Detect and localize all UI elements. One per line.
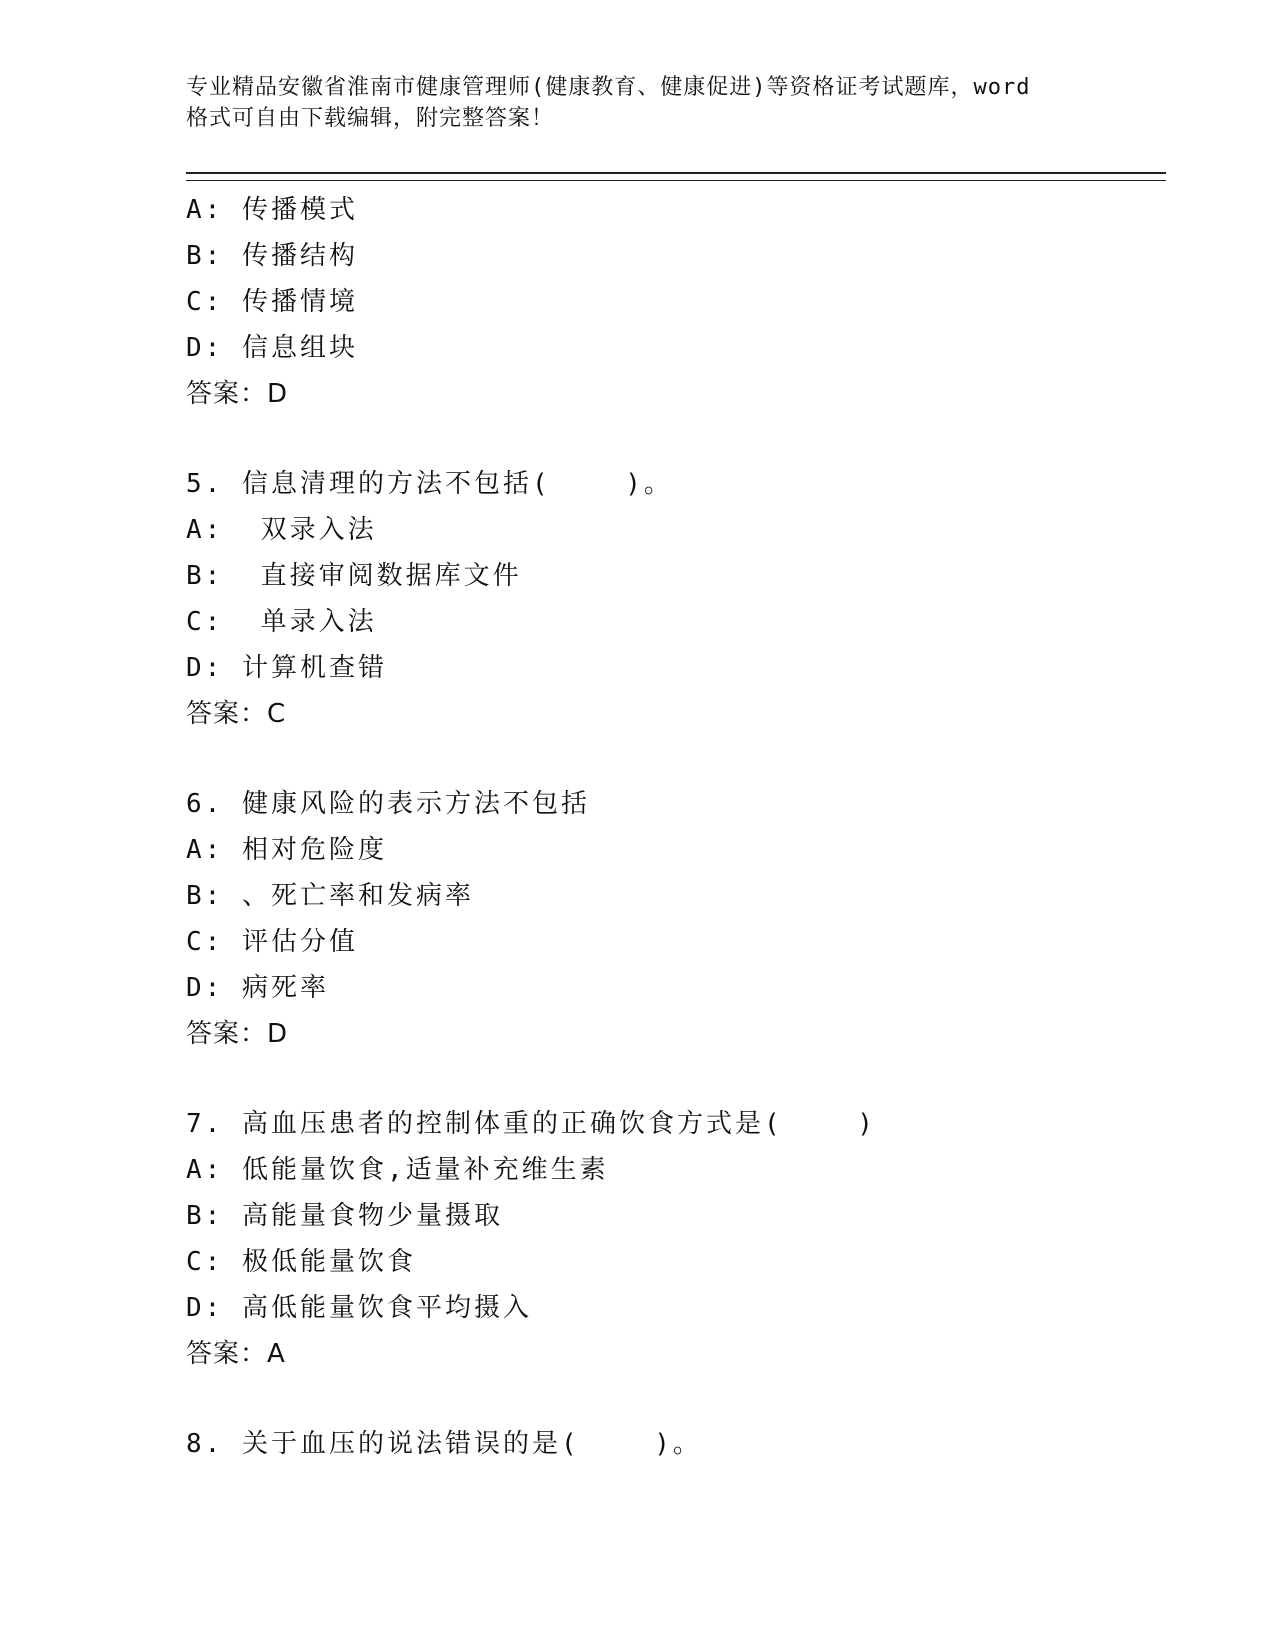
option-c: C: 极低能量饮食 xyxy=(186,1247,416,1277)
answer-line: 答案：D xyxy=(186,379,289,409)
document-page xyxy=(186,72,1166,1467)
spacer xyxy=(186,1377,1166,1421)
question-block-5 xyxy=(186,461,1166,737)
question-text: 7. 高血压患者的控制体重的正确饮食方式是( ) xyxy=(186,1109,876,1139)
answer-line: 答案：D xyxy=(186,1019,289,1049)
option-c: C: 评估分值 xyxy=(186,927,358,957)
document-header xyxy=(186,72,1086,134)
answer-line: 答案：A xyxy=(186,1339,286,1369)
option-a: A: 相对危险度 xyxy=(186,835,387,865)
header-line-1: 专业精品安徽省淮南市健康管理师(健康教育、健康促进)等资格证考试题库，word xyxy=(186,75,1031,100)
option-a: A: 双录入法 xyxy=(186,515,377,545)
option-b: B: 传播结构 xyxy=(186,241,358,271)
option-d: D: 信息组块 xyxy=(186,333,358,363)
spacer xyxy=(186,417,1166,461)
spacer xyxy=(186,737,1166,781)
option-c: C: 传播情境 xyxy=(186,287,358,317)
header-divider xyxy=(186,172,1166,181)
spacer xyxy=(186,1057,1166,1101)
option-c: C: 单录入法 xyxy=(186,607,377,637)
question-block-6 xyxy=(186,781,1166,1057)
question-block-8 xyxy=(186,1421,1166,1467)
option-d: D: 计算机查错 xyxy=(186,653,387,683)
option-d: D: 病死率 xyxy=(186,973,329,1003)
question-text: 6. 健康风险的表示方法不包括 xyxy=(186,789,590,819)
question-block-4 xyxy=(186,187,1166,417)
answer-line: 答案：C xyxy=(186,699,287,729)
option-b: B: 、死亡率和发病率 xyxy=(186,881,474,911)
option-a: A: 传播模式 xyxy=(186,195,358,225)
option-b: B: 直接审阅数据库文件 xyxy=(186,561,522,591)
question-text: 5. 信息清理的方法不包括( )。 xyxy=(186,469,673,499)
question-text: 8. 关于血压的说法错误的是( )。 xyxy=(186,1429,702,1459)
option-a: A: 低能量饮食,适量补充维生素 xyxy=(186,1155,609,1185)
question-block-7 xyxy=(186,1101,1166,1377)
option-d: D: 高低能量饮食平均摄入 xyxy=(186,1293,532,1323)
header-line-2: 格式可自由下载编辑，附完整答案！ xyxy=(186,106,555,131)
option-b: B: 高能量食物少量摄取 xyxy=(186,1201,503,1231)
